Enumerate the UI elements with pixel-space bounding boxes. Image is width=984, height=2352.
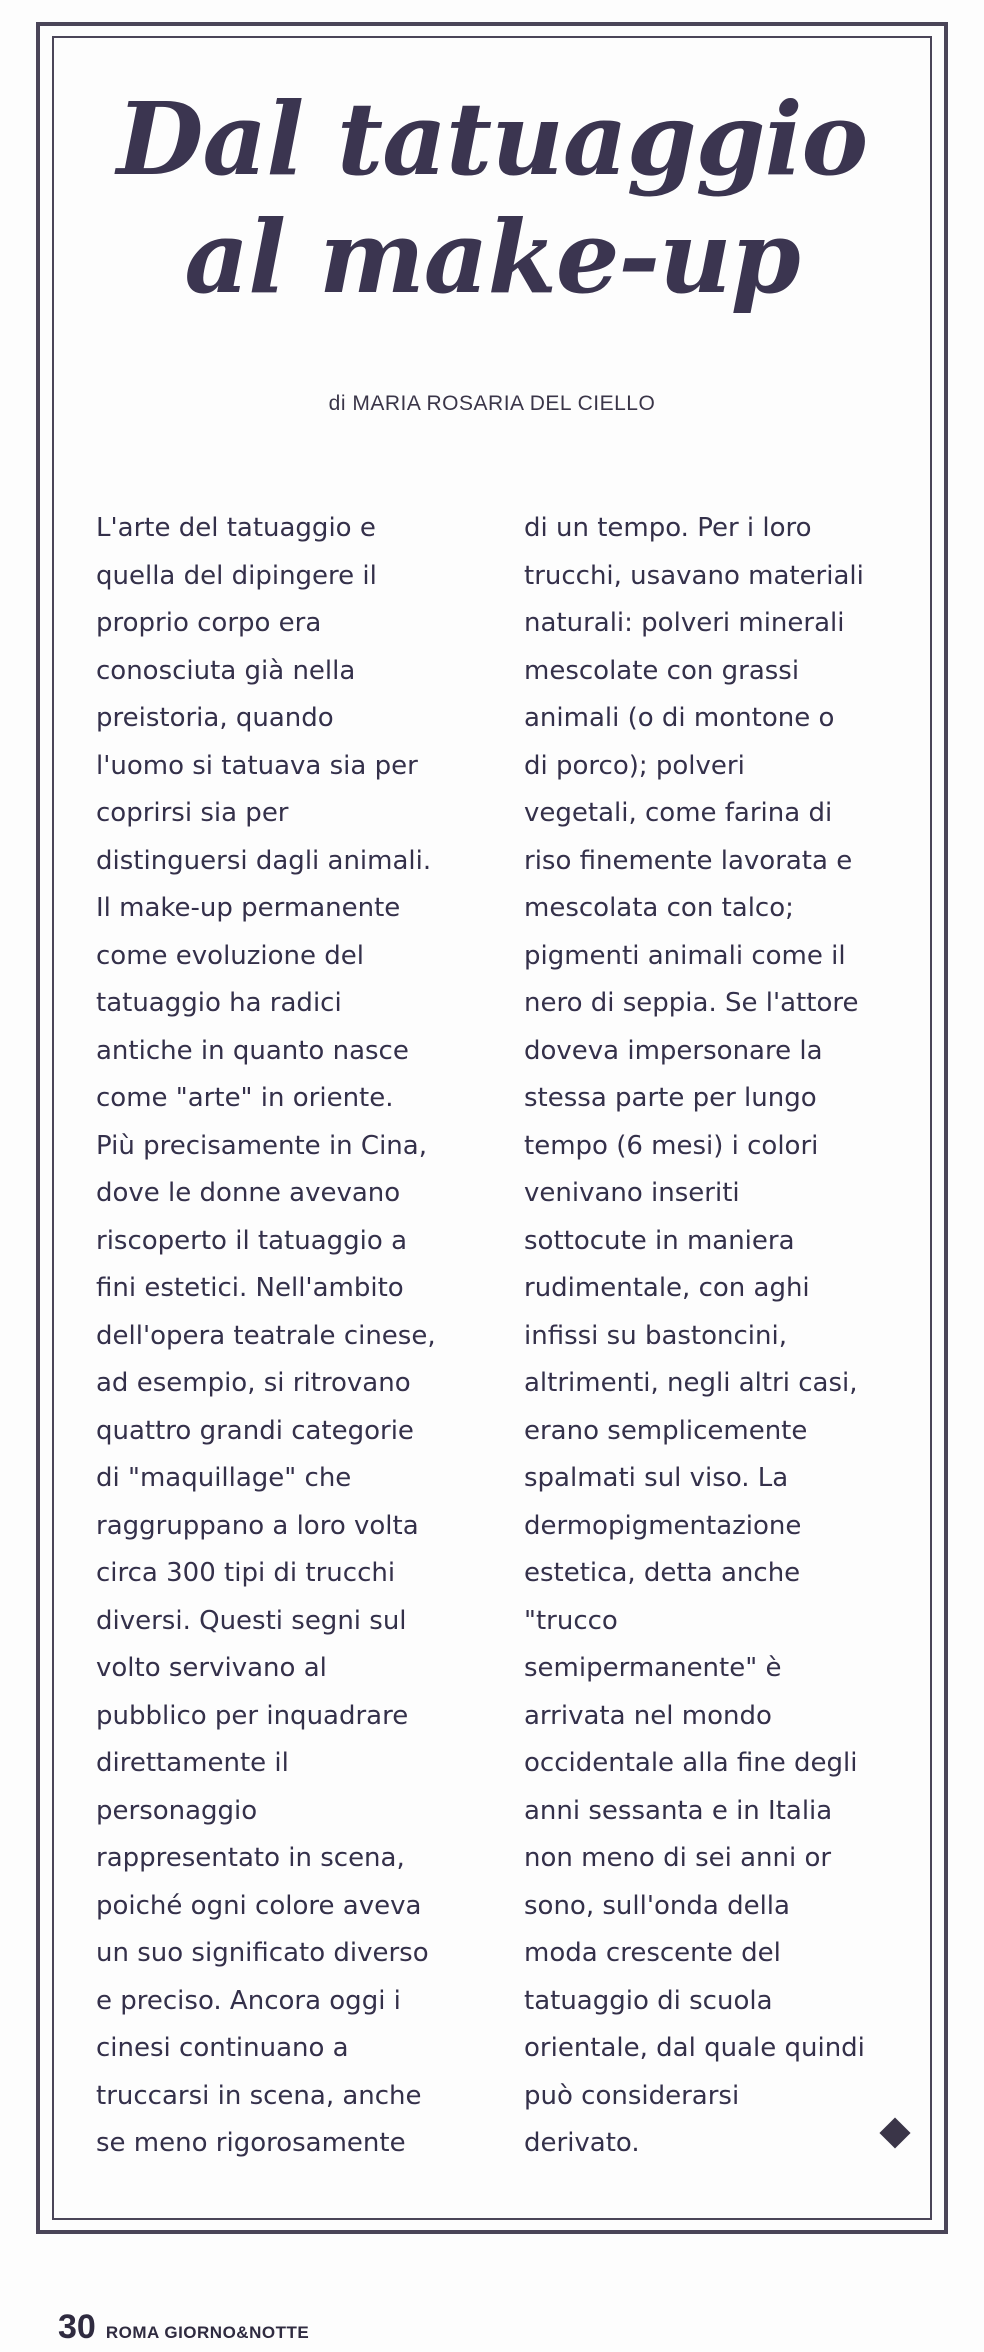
text-line: pubblico per inquadrare	[96, 1700, 409, 1731]
text-line: occidentale alla fine degli	[524, 1748, 858, 1778]
text-line: preistoria, quando	[96, 703, 334, 733]
text-line: antiche in quanto nasce	[96, 1035, 409, 1066]
text-line: sottocute in maniera	[524, 1225, 795, 1256]
text-line: animali (o di montone o	[524, 703, 835, 733]
text-line: quella del dipingere il	[96, 560, 377, 591]
article-title	[52, 80, 932, 316]
text-line: ad esempio, si ritrovano	[96, 1368, 411, 1398]
text-line: direttamente il	[96, 1748, 289, 1778]
text-line: se meno rigorosamente	[96, 2128, 406, 2158]
text-line: di porco); polveri	[524, 750, 745, 781]
text-line: tatuaggio di scuola	[524, 1985, 773, 2016]
text-line: rudimentale, con aghi	[524, 1273, 810, 1303]
text-line: trucchi, usavano materiali	[524, 560, 864, 591]
text-line: L'arte del tatuaggio e	[96, 513, 376, 543]
text-line: dermopigmentazione	[524, 1510, 802, 1541]
text-line: personaggio	[96, 1795, 258, 1826]
title-line-1: Dal tatuaggio	[116, 80, 868, 198]
text-line: poiché ogni colore aveva	[96, 1890, 422, 1921]
text-line: fini estetici. Nell'ambito	[96, 1273, 404, 1303]
text-line: quattro grandi categorie	[96, 1415, 414, 1446]
text-line: "trucco	[524, 1605, 618, 1636]
byline: di MARIA ROSARIA DEL CIELLO	[328, 392, 656, 415]
text-line: raggruppano a loro volta	[96, 1510, 419, 1541]
text-line: tempo (6 mesi) i colori	[524, 1130, 819, 1161]
text-line: arrivata nel mondo	[524, 1700, 772, 1731]
text-line: Il make-up permanente	[96, 893, 401, 923]
text-line: riscoperto il tatuaggio a	[96, 1225, 407, 1256]
text-line: naturali: polveri minerali	[524, 608, 845, 638]
text-line: riso finemente lavorata e	[524, 845, 853, 876]
page-footer	[58, 2308, 309, 2347]
text-line: di "maquillage" che	[96, 1463, 352, 1493]
text-line: mescolata con talco;	[524, 893, 794, 923]
text-line: tatuaggio ha radici	[96, 988, 342, 1018]
text-line: volto servivano al	[96, 1653, 327, 1683]
text-line: diversi. Questi segni sul	[96, 1605, 407, 1636]
text-line: cinesi continuano a	[96, 2033, 349, 2063]
text-line: spalmati sul viso. La	[524, 1463, 789, 1493]
text-line: proprio corpo era	[96, 608, 322, 638]
text-line: moda crescente del	[524, 1938, 781, 1968]
text-line: vegetali, come farina di	[524, 798, 833, 828]
text-line: estetica, detta anche	[524, 1558, 801, 1588]
left-column	[96, 505, 488, 2168]
text-line: rappresentato in scena,	[96, 1843, 405, 1873]
text-line: circa 300 tipi di trucchi	[96, 1558, 396, 1588]
text-line: doveva impersonare la	[524, 1035, 823, 1066]
text-line: e preciso. Ancora oggi i	[96, 1985, 401, 2016]
text-line: stessa parte per lungo	[524, 1083, 817, 1113]
text-line: anni sessanta e in Italia	[524, 1795, 833, 1826]
text-line: distinguersi dagli animali.	[96, 845, 432, 876]
text-line: venivano inseriti	[524, 1178, 740, 1208]
text-line: derivato.	[524, 2128, 640, 2158]
text-line: dell'opera teatrale cinese,	[96, 1320, 436, 1351]
text-line: infissi su bastoncini,	[524, 1320, 787, 1351]
magazine-name: ROMA GIORNO&NOTTE	[105, 2323, 310, 2342]
text-line: può considerarsi	[524, 2080, 740, 2111]
text-line: altrimenti, negli altri casi,	[524, 1368, 858, 1398]
right-column	[524, 505, 916, 2168]
text-line: l'uomo si tatuava sia per	[96, 750, 418, 781]
text-line: come "arte" in oriente.	[96, 1083, 394, 1113]
text-line: nero di seppia. Se l'attore	[524, 988, 859, 1018]
text-line: orientale, dal quale quindi	[524, 2033, 865, 2063]
text-line: conosciuta già nella	[96, 655, 356, 686]
text-line: come evoluzione del	[96, 940, 365, 971]
text-line: pigmenti animali come il	[524, 940, 846, 971]
text-line: Più precisamente in Cina,	[96, 1130, 427, 1161]
text-line: truccarsi in scena, anche	[96, 2080, 422, 2111]
title-line-2: al make-up	[184, 198, 800, 316]
text-line: sono, sull'onda della	[524, 1890, 790, 1921]
text-line: coprirsi sia per	[96, 798, 289, 828]
text-line: di un tempo. Per i loro	[524, 513, 812, 543]
text-line: mescolate con grassi	[524, 655, 800, 686]
page-number: 30	[58, 2308, 96, 2346]
text-line: semipermanente" è	[524, 1653, 782, 1683]
text-line: dove le donne avevano	[96, 1178, 401, 1208]
text-line: un suo significato diverso	[96, 1938, 429, 1968]
text-line: erano semplicemente	[524, 1415, 808, 1446]
text-line: non meno di sei anni or	[524, 1843, 832, 1873]
